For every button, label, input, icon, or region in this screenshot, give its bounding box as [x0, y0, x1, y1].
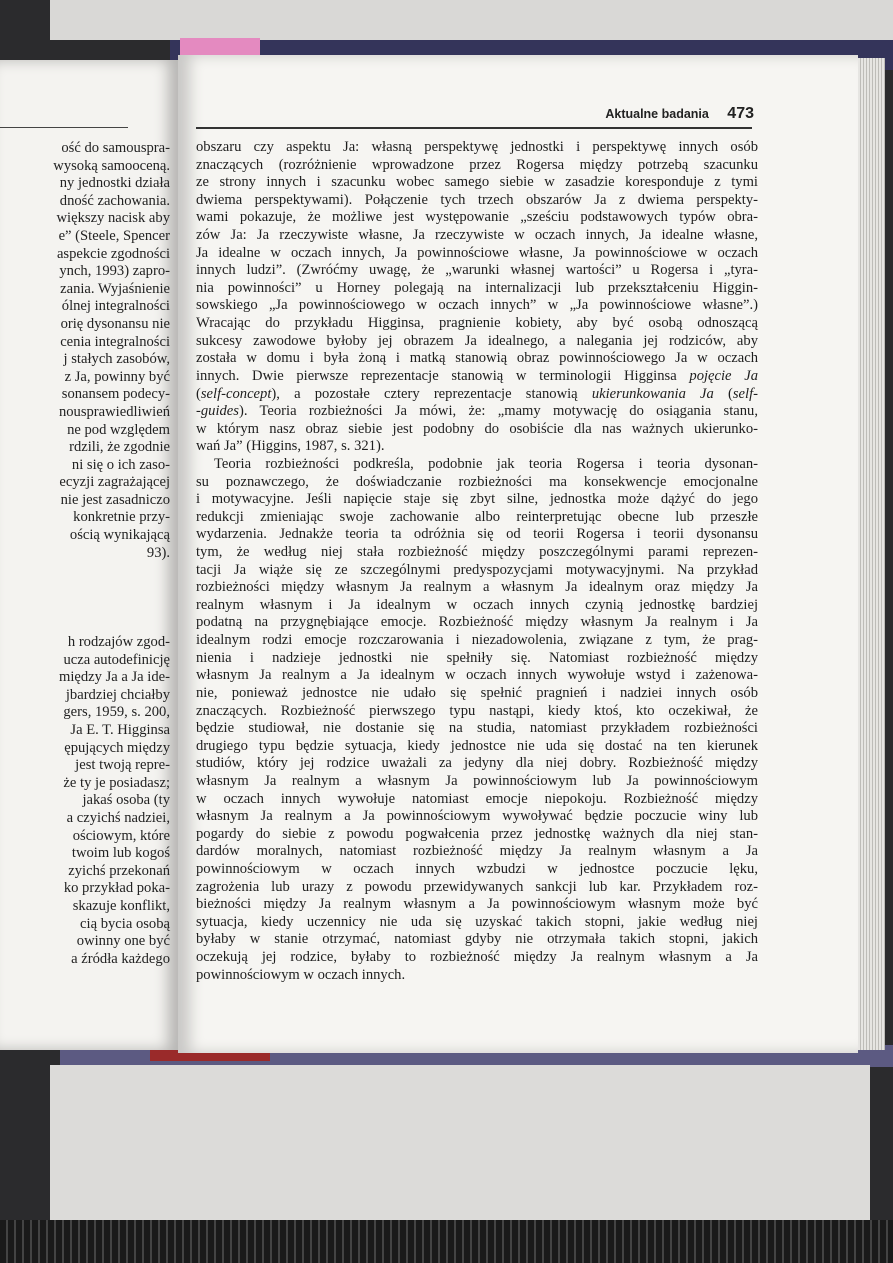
text-line [196, 297, 758, 315]
text-line [196, 438, 758, 456]
text-segment: bieżności między Ja realnym własnym a Ja powinnościowym własnym może być [196, 896, 758, 913]
text-line [196, 720, 758, 738]
left-page-line: ynch, 1993) zapro- [59, 263, 170, 280]
text-segment: znaczących (rozróżnienie wprowadzone przez Rogersa między potrzebą szacunku [196, 156, 758, 173]
text-line [196, 808, 758, 826]
left-page-line: wysoką samooceną. [53, 157, 170, 174]
text-line [196, 967, 758, 985]
left-page-line: cenia integralności [60, 333, 170, 350]
text-segment: realnym własnym i Ja idealnym w oczach innych czynią jednostkę bardziej [196, 596, 758, 613]
left-page-line: zania. Wyjaśnienie [60, 280, 170, 297]
text-line [196, 914, 758, 932]
left-page-line: ościowym, które [72, 827, 170, 844]
text-segment: pogardy do siebie z powodu pogwałcenia przez jednostkę ważnych dla niej stan- [196, 825, 758, 842]
text-segment: własnym Ja realnym a Ja powinnościowym wywoływać będzie poczucie winy lub [196, 808, 758, 825]
scanner-background-bottom [50, 1065, 870, 1220]
left-page-line: zyichś przekonań [68, 862, 170, 879]
italic-term: self- [732, 385, 758, 402]
text-segment: w oczach innych wywołuje natomiast emocje niepokoju. Rozbieżność między [196, 790, 758, 807]
text-line [196, 280, 758, 298]
text-line [196, 262, 758, 280]
text-line [196, 843, 758, 861]
right-page [178, 55, 858, 1053]
text-segment: rozbieżności między własnym Ja realnym a własnym Ja idealnym oraz między Ja [196, 579, 758, 596]
text-line [196, 562, 758, 580]
text-segment: ( [713, 385, 733, 402]
text-line [196, 614, 758, 632]
text-line [196, 632, 758, 650]
text-line [196, 544, 758, 562]
left-page-line: ością wynikającą [69, 527, 170, 544]
left-page-line: ępujących między [64, 739, 170, 756]
left-page-line: twoim lub kogoś [71, 845, 170, 862]
text-line [196, 227, 758, 245]
left-page-line: skazuje konflikt, [72, 897, 170, 914]
left-page-line: rdzili, że zgodnie [69, 439, 170, 456]
left-page-line: a źródła każdego [71, 950, 170, 967]
text-segment: su poznawczego, że doświadczanie rozbieżności ma konsekwencje emocjonalne [196, 473, 758, 490]
body-text [196, 139, 758, 984]
text-segment: sowskiego „Ja powinnościowego w oczach innych” w „Ja powinnościowe własne”.) [196, 297, 758, 314]
text-line [196, 368, 758, 386]
text-segment: idealnym rodzi emocje rozczarowania i niezadowolenia, związane z tym, że prag- [196, 632, 758, 649]
text-segment: Ja idealne w oczach innych, Ja powinnościowe własne, Ja powinnościowe w oczach [196, 244, 758, 261]
text-segment: i motywacyjne. Jeśli napięcie staje się zbyt silne, jednostka może dążyć do jego [196, 491, 758, 508]
text-line [196, 192, 758, 210]
left-page-line: j stałych zasobów, [63, 351, 170, 368]
left-page-line: aspekcie zgodności [56, 245, 170, 262]
text-segment: tacji Ja wiąże się ze szczególnymi predyspozycjami motywacyjnymi. Na przykład [196, 561, 758, 578]
left-page-line: ko przykład poka- [63, 880, 170, 897]
text-line [196, 509, 758, 527]
text-line [196, 421, 758, 439]
text-line [196, 174, 758, 192]
left-page-line: jakaś osoba (ty [82, 792, 170, 809]
text-line [196, 491, 758, 509]
text-segment: innych. Dwie pierwsze reprezentacje stanowią w terminologii Higginsa [196, 367, 690, 384]
left-page-line: większy nacisk aby [56, 210, 170, 227]
text-line [196, 403, 758, 421]
left-page-line: między Ja a Ja ide- [58, 669, 170, 686]
text-line [196, 755, 758, 773]
text-line [196, 333, 758, 351]
text-line [196, 209, 758, 227]
left-page-line: ne pod względem [67, 421, 170, 438]
text-segment: drugiego typu będzie sytuacja, kiedy jednostce nie uda się dostać na ten kierunek [196, 737, 758, 754]
text-line [196, 896, 758, 914]
text-line [196, 579, 758, 597]
text-segment: ). Teoria rozbieżności Ja mówi, że: „mamy motywację do osiągania stanu, [238, 403, 758, 420]
text-segment: zów Ja: Ja rzeczywiste własne, Ja rzeczywiste w oczach innych, Ja idealne własne, [196, 227, 758, 244]
left-page-line: jest twoją repre- [75, 757, 170, 774]
text-segment: nienia i nadzieje jednostki nie spełniły się. Natomiast rozbieżność między [196, 649, 758, 666]
text-line [196, 685, 758, 703]
text-line [196, 773, 758, 791]
text-segment: Wracając do przykładu Higginsa, pragnienie kobiety, aby być osobą odnoszącą [196, 315, 758, 332]
left-page-line: sonansem podecy- [61, 386, 170, 403]
text-segment: nia powinności” u Horney polegają na internalizacji lub przekształceniu Higgin- [196, 279, 758, 296]
text-segment: podatną na przygnębiające emocje. Rozbieżność między własnym Ja realnym i Ja [196, 614, 758, 631]
text-segment: własnym Ja realnym a własnym Ja powinnościowym lub Ja powinnościowym [196, 772, 758, 789]
text-segment: dwiema perspektywami). Połączenie tych trzech obszarów Ja z dwiema perspekty- [196, 191, 758, 208]
left-page-line: cią bycia osobą [80, 915, 170, 932]
text-line [196, 157, 758, 175]
text-line [196, 650, 758, 668]
text-line [196, 826, 758, 844]
running-header [196, 105, 754, 123]
text-segment: oczekują jej rodzice, byłaby to rozbieżność między Ja realnym własnym a Ja [196, 949, 758, 966]
text-line [196, 931, 758, 949]
text-segment: wań Ja” (Higgins, 1987, s. 321). [196, 438, 385, 455]
text-segment: wami pokazuje, że możliwe jest występowanie „sześciu podstawowych typów obra- [196, 209, 758, 226]
text-segment: w którym nasz obraz siebie jest podobny do osobiście dla nas ważnych ukierunko- [196, 420, 758, 437]
text-segment: dardów moralnych, natomiast rozbieżność między Ja realnym własnym a Ja [196, 843, 758, 860]
text-segment: będzie studiował, nie dostanie się na studia, natomiast przykładem rozbieżności [196, 720, 758, 737]
text-segment: sukcesy zawodowe byłoby jej obrazem Ja idealnego, a nalegania jej rodziców, aby [196, 332, 758, 349]
text-segment: sytuacja, kiedy uczennicy nie uda się uzyskać takich stopni, jakie według niej [196, 913, 758, 930]
text-segment: byłaby w stanie otrzymać, natomiast gdyby nie otrzymała takich stopni, jakich [196, 931, 758, 948]
left-page-line: a czyichś nadziei, [66, 809, 170, 826]
left-page-line: nousprawiedliwień [58, 403, 170, 420]
page-number: 473 [727, 105, 754, 122]
section-title: Aktualne badania [605, 107, 709, 121]
italic-term: ukierunkowania Ja [591, 385, 714, 402]
text-segment: została w domu i była żoną i matką stanowią obraz powinnościowego Ja w oczach [196, 350, 758, 367]
text-line [196, 474, 758, 492]
text-segment: powinnościowym w oczach innych. [196, 966, 406, 983]
left-page-line: h rodzajów zgod- [67, 634, 170, 650]
italic-term: -guides [196, 403, 239, 420]
text-line [196, 738, 758, 756]
left-page-line: z Ja, powinny być [64, 368, 170, 385]
left-page-line: orię dysonansu nie [60, 315, 170, 332]
text-segment: znaczących. Rozbieżność pierwszego typu nastąpi, kiedy ktoś, kto oczekiwał, że [196, 702, 758, 719]
text-segment: tym, że według niej stała rozbieżność między poszczególnymi parami reprezen- [196, 544, 758, 561]
text-line [196, 597, 758, 615]
text-line [196, 949, 758, 967]
left-page-line: gers, 1959, s. 200, [63, 704, 170, 721]
text-segment: zagrożenia lub urazy z powodu przewidywanych sankcji lub kar. Przykładem roz- [196, 878, 758, 895]
left-page-line: jbardziej chciałby [65, 686, 170, 703]
text-segment: innych ludzi”. (Zwróćmy uwagę, że „warunki własnej wartości” u Rogersa i „tyra- [196, 262, 758, 279]
scanner-background [50, 0, 893, 40]
text-segment: powinnościowym w oczach innych wzbudzi w jednostce poczucie lęku, [196, 860, 758, 877]
text-line [196, 879, 758, 897]
text-line [196, 667, 758, 685]
text-segment: ( [196, 385, 201, 402]
text-segment: ze strony innych i szacunku wobec samego siebie w zasadzie koresponduje z tymi [196, 174, 758, 191]
left-page-line: ny jednostki działa [59, 175, 170, 192]
text-line [196, 386, 758, 404]
italic-term: pojęcie Ja [689, 367, 758, 384]
left-page-line: ość do samouspra- [61, 140, 170, 156]
left-page-line: dność zachowania. [59, 192, 170, 209]
text-segment: Teoria rozbieżności podkreśla, podobnie jak teoria Rogersa i teoria dysonan- [214, 455, 758, 472]
left-page-line: ólnej integralności [61, 298, 170, 315]
text-line [196, 861, 758, 879]
left-page-line: owinny one być [76, 933, 170, 950]
left-page-line: nie jest zasadniczo [60, 491, 170, 508]
header-rule [196, 127, 752, 129]
text-line [196, 315, 758, 333]
text-segment: obszaru czy aspektu Ja: własną perspektywę jednostki i perspektywę innych osób [196, 139, 758, 155]
left-page-line: że ty je posiadasz; [63, 774, 170, 791]
text-line [196, 526, 758, 544]
text-segment: własnym Ja realnym a Ja idealnym w oczach innych wywołuje wstyd i zażenowa- [196, 667, 758, 684]
text-segment: nie, ponieważ jednostce nie udało się spełnić pragnień i nadziei innych osób [196, 684, 758, 701]
left-page-line: konkretnie przy- [73, 509, 170, 526]
left-page-text-top [53, 140, 170, 562]
text-segment: wydarzenia. Jednakże teoria ta odróżnia się od teorii Rogersa i teorii dysonansu [196, 526, 758, 543]
left-page-line: e” (Steele, Spencer [58, 227, 170, 244]
left-header-rule [0, 127, 128, 128]
italic-term: self-concept [200, 385, 272, 402]
text-line [196, 350, 758, 368]
left-page-line: ucza autodefinicję [63, 651, 170, 668]
left-page-text-bottom [59, 634, 170, 968]
left-page-line: Ja E. T. Higginsa [70, 721, 170, 738]
text-line [196, 456, 758, 474]
text-segment: studiów, który jej rodzice uważali za jedyny dla niej dobry. Rozbieżność między [196, 755, 758, 772]
left-page [0, 60, 178, 1050]
scanner-edge [0, 1220, 893, 1263]
left-page-line: ni się o ich zaso- [71, 456, 170, 473]
text-line [196, 139, 758, 157]
left-page-line: ecyzji zagrażającej [59, 474, 170, 491]
text-segment: redukcji zmieniając swoje zachowanie albo reinterpretując obecne lub przeszłe [196, 508, 758, 525]
page-edges [855, 58, 885, 1050]
text-segment: ), a pozostałe cztery reprezentacje stanowią [271, 385, 592, 402]
text-line [196, 791, 758, 809]
left-page-line: 93). [146, 544, 170, 561]
text-line [196, 703, 758, 721]
text-line [196, 245, 758, 263]
